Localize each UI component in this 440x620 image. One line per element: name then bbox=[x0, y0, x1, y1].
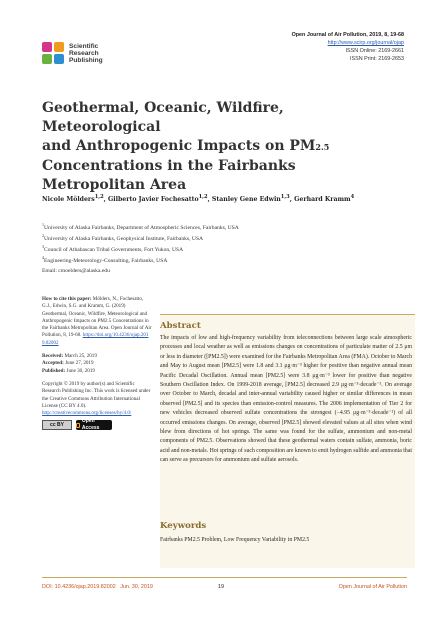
page-number: 19 bbox=[218, 584, 224, 590]
affiliation: $^2$University of Alaska Fairbanks, Geophysical Institute, Fairbanks, USA bbox=[42, 233, 204, 242]
date-published: Published: June 30, 2019 bbox=[42, 367, 95, 374]
open-access-badge: Open Access bbox=[76, 420, 112, 430]
license-link[interactable]: http://creativecommons.org/licenses/by/4.0/ bbox=[42, 410, 132, 417]
abstract-heading: Abstract bbox=[160, 321, 201, 331]
doi-link[interactable]: https://doi.org/10.4236/ojap.2019.82002 bbox=[42, 332, 149, 346]
author: Gerhard Kramm bbox=[294, 196, 351, 204]
footer-journal: Open Journal of Air Pollution bbox=[338, 584, 407, 590]
publisher-logo-icon bbox=[42, 42, 64, 64]
date-accepted: Accepted: June 27, 2019 bbox=[42, 360, 94, 367]
journal-header bbox=[292, 31, 404, 63]
affiliation: $^4$Engineering-Meteorology-Consulting, Fairbanks, USA bbox=[42, 255, 168, 265]
how-to-cite: How to cite this paper: Mölders, N., Fochesatto, G.J., Edwin, S.G. and Kramm, G. (2019) Geothermal, Oceanic, Wildfire, Meteorological and Anthropogenic Impacts on PM2.5 Concentrations in the Fairbanks Metropolitan Area. Open Journal of Air Pollution, 8, 19-68. https://doi.org/10.4236/ojap.2019.82002 bbox=[42, 296, 152, 346]
affiliations bbox=[42, 221, 402, 275]
keywords-heading: Keywords bbox=[160, 521, 207, 531]
email: Email: cmoelders@alaska.edu bbox=[42, 268, 110, 275]
cc-by-badge: cc BY bbox=[42, 420, 72, 430]
author: Nicole Mölders bbox=[42, 196, 95, 204]
issn-online: ISSN Online: 2169-2661 bbox=[345, 48, 404, 54]
paper-title: Geothermal, Oceanic, Wildfire, Meteorological and Anthropogenic Impacts on PM2.5 Concentrations in the Fairbanks Metropolitan Area bbox=[42, 100, 330, 193]
publisher-name: Scientific Research Publishing bbox=[69, 42, 103, 64]
author: Gilberto Javier Fochesatto bbox=[107, 196, 199, 204]
keywords-text: Fairbanks PM2.5 Problem, Low Frequency Variability in PM2.5 bbox=[160, 537, 310, 543]
footer-divider bbox=[42, 577, 407, 578]
article-info bbox=[42, 296, 152, 430]
author-list: Nicole Mölders$^{1,2}$, Gilberto Javier Fochesatto$^{1,2}$, Stanley Gene Edwin$^{1,3}$, Gerhard Kramm$^4$ bbox=[42, 194, 355, 204]
affiliation: $^1$University of Alaska Fairbanks, Department of Atmospheric Sciences, Fairbanks, USA bbox=[42, 222, 239, 231]
journal-citation: Open Journal of Air Pollution, 2019, 8, 19-68 bbox=[291, 32, 404, 38]
footer-date: Jun. 30, 2019 bbox=[120, 584, 153, 590]
issn-print: ISSN Print: 2169-2653 bbox=[350, 56, 404, 62]
abstract-text: The impacts of low and high-frequency variability from teleconnections between large scale atmospheric processes and local weather as well as emissions changes on concentrations of particulate matter of 2.5 μm or less in diameter ([PM2.5]) were examined for the Fairbanks Metropolitan Area (FMA). October to March and May to August mean [PM2.5] were 1.8 and 3.1 μg·m⁻³ higher for positive than negative annual mean Pacific Decadal Oscillation. Annual mean [PM2.5] were 3.8 μg·m⁻³ lower for positive than negative Southern Oscillation Index. On 1999-2018 average, [PM2.5] decreased 2.9 μg·m⁻³·decade⁻¹. On average over October to March, decadal and inter-annual variability caused higher or similar differences in mean observed [PM2.5] and its species than emission-control measures. The 2006 implementation of Tier 2 for new vehicles decreased observed sulfate concentrations the strongest (−4.95 μg·m⁻³·decade⁻¹) of all occurred emissions changes. On average, observed [PM2.5] showed elevated values at all sites when wind blew from directions of hot springs. The same was found for the sulfate, ammonium and non-metal components of PM2.5. Observations showed that these geothermal waters contain sulfate, ammonia, boric acid and non-metals. Hot springs of such composition are known to emit hydrogen sulfide and ammonia that can serve as precursors for ammonium and sulfate aerosols. bbox=[160, 335, 412, 464]
copyright-notice: Copyright © 2019 by author(s) and Scientific Research Publishing Inc. This work is licensed under the Creative Commons Attribution International License (CC BY 4.0). bbox=[42, 380, 151, 409]
date-received: Received: March 25, 2019 bbox=[42, 353, 97, 360]
lock-icon bbox=[76, 423, 80, 428]
affiliation: $^3$Council of Athabascan Tribal Governments, Fort Yukon, USA bbox=[42, 244, 184, 253]
journal-url-link[interactable]: http://www.scirp.org/journal/ojap bbox=[327, 40, 404, 46]
footer-doi: DOI: 10.4236/ojap.2019.82002 bbox=[42, 584, 116, 590]
publisher-logo bbox=[42, 40, 162, 66]
author: Stanley Gene Edwin bbox=[211, 196, 281, 204]
page-footer bbox=[42, 581, 407, 593]
